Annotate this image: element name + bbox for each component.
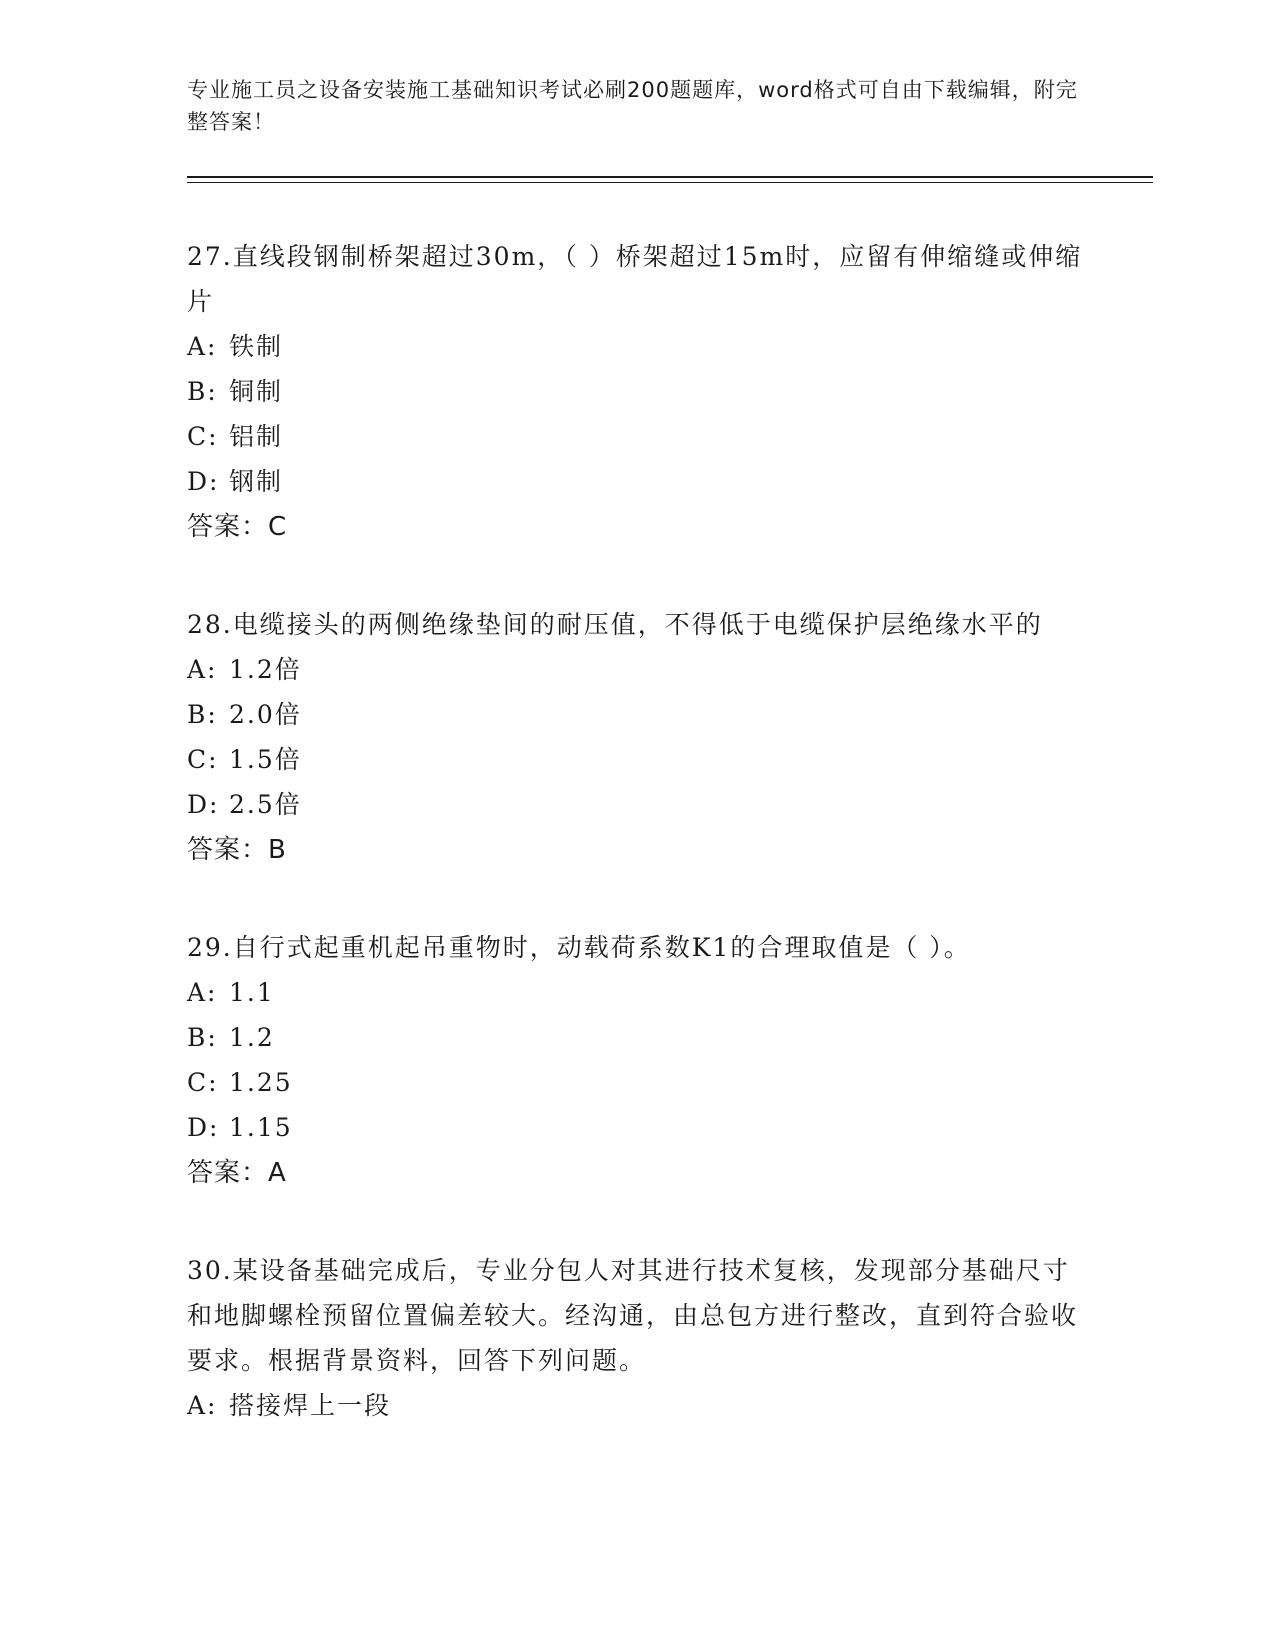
option-a <box>187 647 1087 692</box>
option-letter: D: <box>187 1113 220 1142</box>
answer-line: 答案：C <box>187 512 288 542</box>
option-letter: A: <box>187 332 218 361</box>
option-text: 铁制 <box>229 332 284 361</box>
option-letter: A: <box>187 1391 218 1420</box>
option-a <box>187 1383 1087 1428</box>
option-text: 1.15 <box>229 1113 293 1142</box>
option-letter: C: <box>187 422 219 451</box>
answer-line: 答案：B <box>187 835 287 865</box>
option-text: 1.1 <box>229 978 275 1007</box>
document-header: 专业施工员之设备安装施工基础知识考试必刷200题题库，word格式可自由下载编辑，附完整答案！ <box>187 78 1078 134</box>
option-text: 1.25 <box>229 1068 293 1097</box>
option-text: 铝制 <box>229 422 284 451</box>
question-list <box>187 234 1087 1480</box>
option-letter: A: <box>187 978 218 1007</box>
question-30 <box>187 1248 1087 1428</box>
header-rule-thin <box>187 182 1153 183</box>
option-letter: D: <box>187 467 220 496</box>
header-rule-thick <box>187 176 1153 178</box>
option-text: 2.5倍 <box>229 790 302 819</box>
question-stem: 28.电缆接头的两侧绝缘垫间的耐压值，不得低于电缆保护层绝缘水平的 <box>187 610 1043 639</box>
option-b <box>187 1015 1087 1060</box>
question-stem: 27.直线段钢制桥架超过30m，（ ）桥架超过15m时，应留有伸缩缝或伸缩片 <box>187 242 1083 316</box>
option-text: 2.0倍 <box>229 700 302 729</box>
question-27 <box>187 234 1087 550</box>
question-stem: 29.自行式起重机起吊重物时，动载荷系数K1的合理取值是（ ）。 <box>187 933 971 962</box>
option-letter: A: <box>187 655 218 684</box>
option-letter: C: <box>187 745 219 774</box>
option-c <box>187 1060 1087 1105</box>
option-text: 铜制 <box>229 377 284 406</box>
option-b <box>187 692 1087 737</box>
option-letter: B: <box>187 377 218 406</box>
option-text: 搭接焊上一段 <box>229 1391 392 1420</box>
answer-line: 答案：A <box>187 1158 287 1188</box>
option-text: 1.2 <box>229 1023 275 1052</box>
option-text: 钢制 <box>229 467 284 496</box>
option-a <box>187 324 1087 369</box>
option-text: 1.5倍 <box>229 745 302 774</box>
option-letter: B: <box>187 700 218 729</box>
option-b <box>187 369 1087 414</box>
option-letter: B: <box>187 1023 218 1052</box>
option-a <box>187 970 1087 1015</box>
question-stem: 30.某设备基础完成后，专业分包人对其进行技术复核，发现部分基础尺寸和地脚螺栓预留位置偏差较大。经沟通，由总包方进行整改，直到符合验收要求。根据背景资料，回答下列问题。 <box>187 1256 1079 1375</box>
option-letter: C: <box>187 1068 219 1097</box>
question-29 <box>187 925 1087 1196</box>
question-28 <box>187 602 1087 873</box>
option-d <box>187 459 1087 504</box>
option-letter: D: <box>187 790 220 819</box>
option-text: 1.2倍 <box>229 655 302 684</box>
option-c <box>187 414 1087 459</box>
option-d <box>187 1105 1087 1150</box>
option-d <box>187 782 1087 827</box>
option-c <box>187 737 1087 782</box>
